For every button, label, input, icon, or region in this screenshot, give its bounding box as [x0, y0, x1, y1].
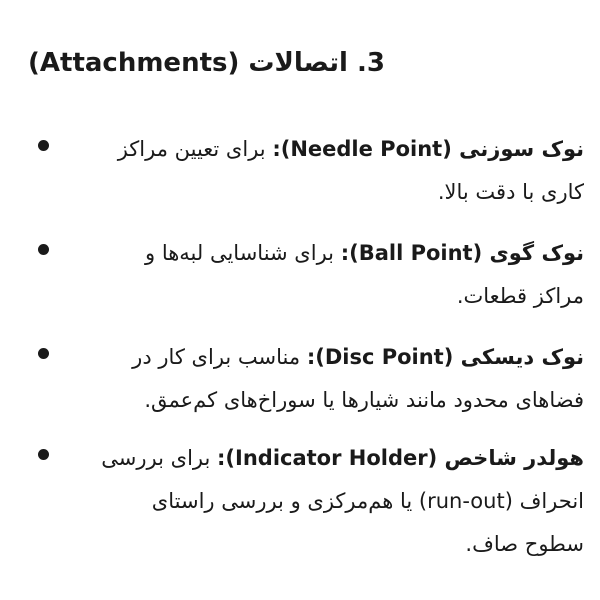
section-heading: 3. اتصالات (Attachments): [28, 48, 385, 78]
list-item-description: مناسب برای کار در فضاهای محدود مانند شیارها یا سوراخ‌های کم‌عمق.: [132, 345, 584, 412]
bullet-icon: [38, 449, 49, 460]
bullet-icon: [38, 348, 49, 359]
list-item-description: برای شناسایی لبه‌ها و مراکز قطعات.: [145, 241, 584, 308]
bullet-icon: [38, 140, 49, 151]
list-item-text: [94, 232, 584, 318]
list-item-text: [94, 336, 584, 422]
list-item: [24, 232, 584, 342]
list-item-term: نوک گوی (Ball Point):: [340, 241, 584, 265]
list-item: [24, 437, 584, 556]
list-item-description: برای تعیین مراکز کاری با دقت بالا.: [117, 137, 584, 204]
list-item-description: برای بررسی انحراف (run-out) یا هم‌مرکزی و بررسی راستای سطوح صاف.: [101, 446, 584, 556]
list-item-term: نوک سوزنی (Needle Point):: [272, 137, 584, 161]
bullet-icon: [38, 244, 49, 255]
list-item: [24, 128, 584, 238]
list-item-text: [94, 437, 584, 566]
list-item: [24, 336, 584, 446]
list-item-term: هولدر شاخص (Indicator Holder):: [217, 446, 584, 470]
list-item-term: نوک دیسکی (Disc Point):: [306, 345, 584, 369]
list-item-text: [94, 128, 584, 214]
